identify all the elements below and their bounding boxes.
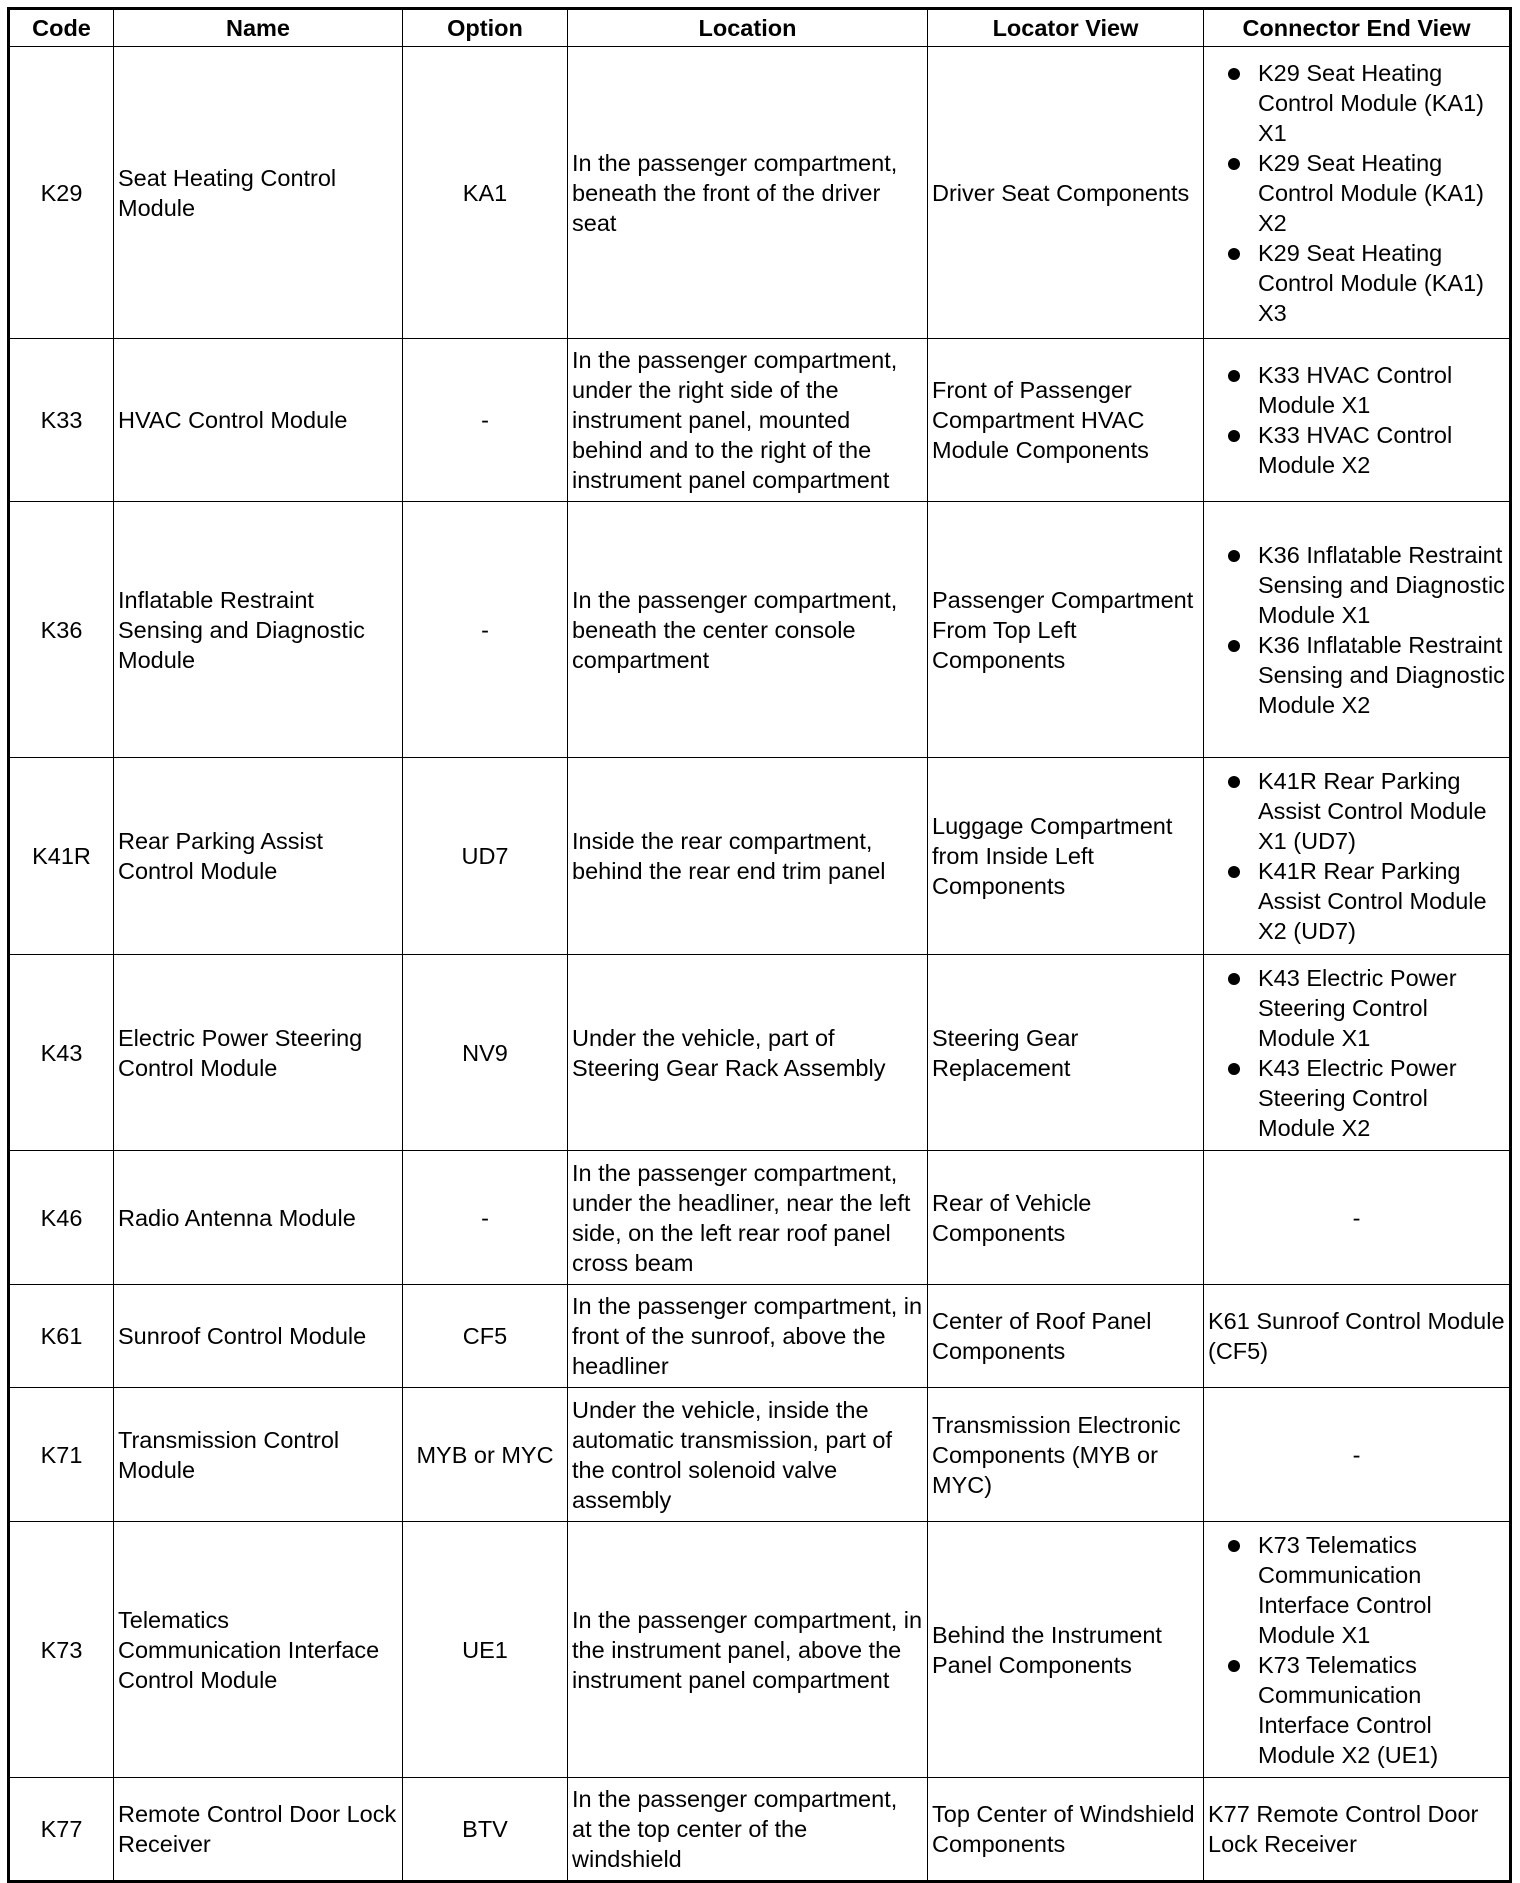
connector-list-item: K33 HVAC Control Module X2 (1208, 420, 1505, 480)
connector-list-item: K41R Rear Parking Assist Control Module X2 (UD7) (1208, 856, 1505, 946)
header-name: Name (114, 9, 403, 47)
connector-list-item: K43 Electric Power Steering Control Module X1 (1208, 963, 1505, 1053)
row-locator-view: Center of Roof Panel Components (928, 1285, 1204, 1388)
row-locator-view: Rear of Vehicle Components (928, 1151, 1204, 1285)
connector-list (1208, 58, 1505, 328)
connector-list-item: K43 Electric Power Steering Control Module X2 (1208, 1053, 1505, 1143)
connector-list-item: K41R Rear Parking Assist Control Module X1 (UD7) (1208, 766, 1505, 856)
row-location: In the passenger compartment, beneath the front of the driver seat (568, 47, 928, 339)
row-option: UD7 (403, 758, 568, 955)
header-location: Location (568, 9, 928, 47)
header-row (9, 9, 1511, 47)
table-row (9, 339, 1511, 502)
table-row (9, 758, 1511, 955)
connector-list-item: K73 Telematics Communication Interface Control Module X1 (1208, 1530, 1505, 1650)
row-option: BTV (403, 1778, 568, 1882)
connector-list (1208, 963, 1505, 1143)
row-locator-view: Top Center of Windshield Components (928, 1778, 1204, 1882)
row-option: - (403, 339, 568, 502)
table-body (9, 47, 1511, 1882)
row-location: In the passenger compartment, beneath the center console compartment (568, 502, 928, 758)
row-connector-end-view (1204, 1522, 1511, 1778)
row-location: In the passenger compartment, in the instrument panel, above the instrument panel compartment (568, 1522, 928, 1778)
table-row (9, 1522, 1511, 1778)
row-name: Sunroof Control Module (114, 1285, 403, 1388)
row-connector-end-view: - (1204, 1151, 1511, 1285)
row-locator-view: Steering Gear Replacement (928, 955, 1204, 1151)
row-name: Telematics Communication Interface Control Module (114, 1522, 403, 1778)
row-name: Electric Power Steering Control Module (114, 955, 403, 1151)
row-name: Seat Heating Control Module (114, 47, 403, 339)
connector-list-item: K36 Inflatable Restraint Sensing and Diagnostic Module X1 (1208, 540, 1505, 630)
header-code: Code (9, 9, 114, 47)
table-row (9, 1285, 1511, 1388)
row-location: Under the vehicle, inside the automatic transmission, part of the control solenoid valve assembly (568, 1388, 928, 1522)
connector-list-item: K33 HVAC Control Module X1 (1208, 360, 1505, 420)
row-name: Inflatable Restraint Sensing and Diagnostic Module (114, 502, 403, 758)
row-code: K43 (9, 955, 114, 1151)
row-option: UE1 (403, 1522, 568, 1778)
row-locator-view: Luggage Compartment from Inside Left Components (928, 758, 1204, 955)
row-location: Inside the rear compartment, behind the rear end trim panel (568, 758, 928, 955)
row-locator-view: Passenger Compartment From Top Left Components (928, 502, 1204, 758)
row-location: Under the vehicle, part of Steering Gear Rack Assembly (568, 955, 928, 1151)
row-code: K36 (9, 502, 114, 758)
row-code: K61 (9, 1285, 114, 1388)
table-row (9, 47, 1511, 339)
row-code: K73 (9, 1522, 114, 1778)
row-option: - (403, 1151, 568, 1285)
row-code: K33 (9, 339, 114, 502)
row-locator-view: Behind the Instrument Panel Components (928, 1522, 1204, 1778)
row-code: K77 (9, 1778, 114, 1882)
connector-list (1208, 360, 1505, 480)
row-name: Rear Parking Assist Control Module (114, 758, 403, 955)
row-name: HVAC Control Module (114, 339, 403, 502)
connector-list-item: K36 Inflatable Restraint Sensing and Diagnostic Module X2 (1208, 630, 1505, 720)
table-row (9, 1778, 1511, 1882)
row-option: - (403, 502, 568, 758)
connector-list (1208, 1530, 1505, 1770)
connector-list-item: K29 Seat Heating Control Module (KA1) X3 (1208, 238, 1505, 328)
row-locator-view: Transmission Electronic Components (MYB or MYC) (928, 1388, 1204, 1522)
row-location: In the passenger compartment, under the headliner, near the left side, on the left rear roof panel cross beam (568, 1151, 928, 1285)
row-code: K46 (9, 1151, 114, 1285)
connector-list (1208, 766, 1505, 946)
component-locator-table (7, 7, 1512, 1883)
row-connector-end-view (1204, 47, 1511, 339)
row-locator-view: Front of Passenger Compartment HVAC Module Components (928, 339, 1204, 502)
row-code: K29 (9, 47, 114, 339)
row-name: Radio Antenna Module (114, 1151, 403, 1285)
row-location: In the passenger compartment, under the right side of the instrument panel, mounted behind and to the right of the instrument panel compartment (568, 339, 928, 502)
row-connector-end-view (1204, 758, 1511, 955)
row-connector-end-view (1204, 502, 1511, 758)
row-connector-end-view (1204, 955, 1511, 1151)
header-connector-end-view: Connector End View (1204, 9, 1511, 47)
row-option: MYB or MYC (403, 1388, 568, 1522)
row-name: Transmission Control Module (114, 1388, 403, 1522)
connector-list (1208, 540, 1505, 720)
row-option: KA1 (403, 47, 568, 339)
row-connector-end-view (1204, 339, 1511, 502)
row-code: K41R (9, 758, 114, 955)
row-location: In the passenger compartment, at the top center of the windshield (568, 1778, 928, 1882)
table-row (9, 502, 1511, 758)
table-row (9, 1151, 1511, 1285)
table-row (9, 1388, 1511, 1522)
connector-list-item: K29 Seat Heating Control Module (KA1) X1 (1208, 58, 1505, 148)
row-locator-view: Driver Seat Components (928, 47, 1204, 339)
connector-list-item: K73 Telematics Communication Interface Control Module X2 (UE1) (1208, 1650, 1505, 1770)
row-option: CF5 (403, 1285, 568, 1388)
header-locator-view: Locator View (928, 9, 1204, 47)
row-connector-end-view: - (1204, 1388, 1511, 1522)
row-option: NV9 (403, 955, 568, 1151)
table-row (9, 955, 1511, 1151)
row-location: In the passenger compartment, in front of the sunroof, above the headliner (568, 1285, 928, 1388)
row-connector-end-view: K61 Sunroof Control Module (CF5) (1204, 1285, 1511, 1388)
connector-list-item: K29 Seat Heating Control Module (KA1) X2 (1208, 148, 1505, 238)
header-option: Option (403, 9, 568, 47)
row-connector-end-view: K77 Remote Control Door Lock Receiver (1204, 1778, 1511, 1882)
row-name: Remote Control Door Lock Receiver (114, 1778, 403, 1882)
row-code: K71 (9, 1388, 114, 1522)
